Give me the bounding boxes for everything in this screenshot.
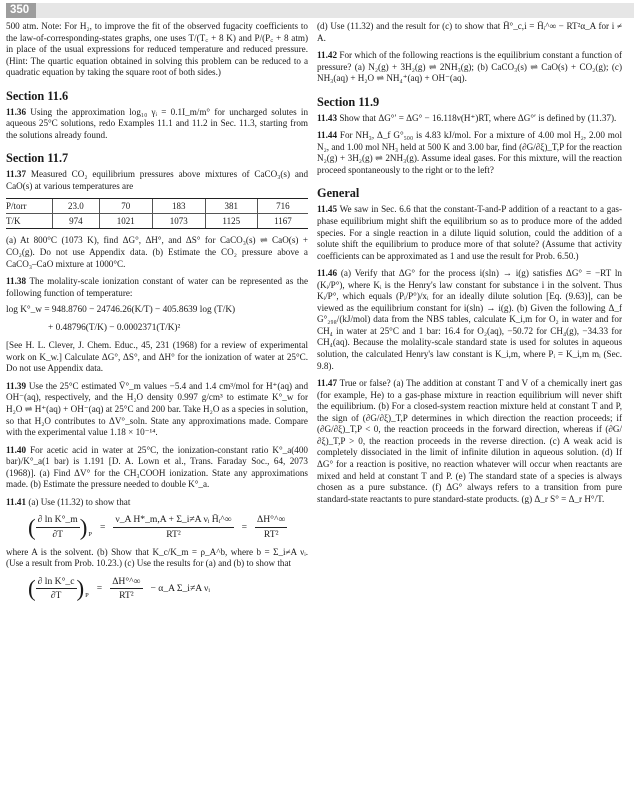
equation-dlnK-dT: ( $\frac{\text{∂ ln K°\_m}}{\partial T}$ ) P = $\frac{\text{ν\_A H*\_m,A + Σ\_i≠A νᵢ H̄ᵢ\textasciicircum{}∞}}{\text{RT²}}$ = $\frac{\Delta H^\circ\^{}\infty}{\text{RT²}}$: [28, 514, 286, 540]
table-cell: 1073: [152, 214, 205, 229]
problem-11-37-parts: (a) At 800°C (1073 K), find ΔG°, ΔH°, and ΔS° for CaCO₃(s) ⇌ CaO(s) + CO₂(g). Do not use Appendix data. (b) Estimate the CO₂ pressure above a CaCO₃–CaO mixture at 1000°C.: [6, 235, 308, 269]
problem-11-47: [317, 378, 622, 505]
header-bar: [36, 3, 634, 18]
table-cell: 1021: [99, 214, 152, 229]
problem-11-42: [317, 50, 622, 85]
problem-11-40: [6, 445, 308, 491]
problem-text: For which of the following reactions is the equilibrium constant a function of pressure? (a) N₂(g) + 3H₂(g) ⇌ 2NH₃(g); (b) CaCO₃(s) ⇌ CaO(s) + CO₂(g); (c) NH₃(aq) + H₂O ⇌ NH₄⁺(aq) + OH⁻(aq).: [317, 50, 622, 84]
problem-number: 11.41: [6, 496, 27, 507]
problem-text: Using the approximation log₁₀ γᵢ = 0.1I_m/m° for uncharged solutes in aqueous 25°C solutions, redo Examples 11.1 and 11.2 in Sec. 11.3, starting from the solutions already found.: [6, 106, 309, 140]
problem-text: For NH₃, Δ_f G°₅₀₀ is 4.83 kJ/mol. For a mixture of 4.00 mol H₂, 2.00 mol N₂, and 1.00 mol NH₃ held at 500 K and 3.00 bar, find (∂G/∂ξ)_T,P for the reaction N₂(g) + 3H₂(g) ⇌ 2NH₃(g). Assume ideal gases. For this mixture, will the reaction proceed spontaneously to the right or to the left?: [317, 130, 623, 175]
problem-11-37: [6, 169, 308, 192]
problem-number: 11.46: [317, 268, 338, 279]
table-row: [6, 199, 308, 214]
section-heading-11-9: Section 11.9: [317, 94, 380, 109]
problem-text: True or false? (a) The addition at constant T and V of a chemically inert gas (for example, He) to a gas-phase mixture in reaction equilibrium will never shift the equilibrium. (b) For a closed-system reaction mixture held at constant T and P, the sign of (∂G/∂ξ)_T,P determines in which direction the reaction proceeds; if (∂G/∂ξ)_T,P < 0, the reaction proceeds in the forward direction, whereas if (∂G/∂ξ)_T,P > 0, the reaction proceeds in the reverse direction. (c) A weak acid is completely dissociated in the limit of infinite dilution in aqueous solution. (d) If ΔG° for a reaction is positive, no reaction whatever will occur when reactants are mixed and held at constant T and P. (e) The standard state of a species is always chosen as a pure substance. (f) ΔG° always refers to a transition from pure standard-state reactants to pure standard-state products. (g) Δ_r S° = Δ_r H°/T.: [317, 378, 622, 504]
right-paren: ): [79, 514, 88, 540]
problem-number: 11.39: [6, 380, 27, 391]
fraction-lhs: $\frac{\text{∂ ln K°\_m}}{\partial T}$: [37, 514, 78, 540]
problem-11-36: [6, 107, 308, 142]
right-paren: ): [76, 576, 85, 602]
equation-dlnKc-dT: ( $\frac{\text{∂ ln K°\_c}}{\partial T}$ ) P = $\frac{\Delta H^\circ\^{}\infty}{\text{RT²}}$ − α_A Σ_i≠A νᵢ: [28, 575, 210, 602]
problem-11-45: [317, 204, 622, 262]
problem-text: Show that ΔG°′ = ΔG° − 16.118ν(H⁺)RT, where ΔG°′ is defined by (11.37).: [339, 112, 617, 123]
section-heading-11-7: Section 11.7: [6, 151, 69, 166]
problem-number: 11.47: [317, 378, 338, 389]
problem-11-41-d: (d) Use (11.32) and the result for (c) to show that H̄°_c,i = H̄ᵢ^∞ − RT²α_A for i ≠ A.: [317, 21, 622, 43]
equation-tail: − α_A Σ_i≠A νᵢ: [150, 582, 210, 594]
problem-text: For acetic acid in water at 25°C, the ionization-constant ratio K°_a(400 bar)/K°_a(1 bar) is 1.191 [D. A. Lown et al., Trans. Faraday Soc., 64, 2073 (1968)]. (a) Find ΔV° for the CH₃COOH ionization. State any approximations made. (b) Estimate the pressure needed to double K°_a.: [6, 444, 308, 490]
problem-text: (a) Verify that ΔG° for the process i(sln) → i(g) satisfies ΔG° = −RT ln (Kᵢ/P°), where Kᵢ is the Henry's law constant for substance i in the solvent. Thus Kᵢ/P°, which equals (Pᵢ/P°)/xᵢ for an ideally dilute solution [Eq. (9.63)], can be viewed as the equilibrium constant for i(sln) → i(g). (b) Given the following Δ_f G°₂₉₈/(kJ/mol) data from the NBS tables, calculate K_i,m for O₂ in water and for CH₄ in water at 25°C and 1 bar: 16.4 for O₂(aq), −50.72 for CH₄(g), −34.33 for CH₄(aq). Because the molality-scale standard state is used for solutes in aqueous solution, the calculated Henry's law constant is K_i,m, where Pᵢ = K_i,m mᵢ (Sec. 9.8).: [317, 268, 622, 371]
problem-11-38: [6, 276, 308, 299]
problem-number: 11.40: [6, 444, 27, 455]
problem-11-38-note: [See H. L. Clever, J. Chem. Educ., 45, 231 (1968) for a review of experimental work on K_w.] Calculate ΔG°, ΔS°, and ΔH° for the ionization of water at 25°C. Do not use Appendix data.: [6, 340, 308, 374]
page-number: 350: [6, 3, 36, 18]
problem-text: (a) Use (11.32) to show that: [28, 496, 131, 507]
right-column: [317, 21, 622, 511]
table-cell: 183: [152, 199, 205, 214]
problem-text: We saw in Sec. 6.6 that the constant-T-and-P addition of a reactant to a gas-phase equilibrium might shift the equilibrium so as to produce more of the added species. For a single reaction in a dilute liquid solution, could the addition of a solute shift the equilibrium to produce more of that solute? (Assume that activity coefficients can be approximated as 1 and use the result for Prob. 6.50.): [317, 204, 622, 261]
problem-11-41: [6, 497, 308, 509]
fraction-rhs: $\frac{\Delta H^\circ\^{}\infty}{\text{RT²}}$: [112, 575, 141, 602]
fraction-middle: $\frac{\text{ν\_A H*\_m,A + Σ\_i≠A νᵢ H̄ᵢ\textasciicircum{}∞}}{\text{RT²}}$: [115, 514, 232, 540]
intro-paragraph: 500 atm. Note: For H₂, to improve the fit of the observed fugacity coefficients to the law-of-corresponding-states graphs, one uses T/(T꜀ + 8 K) and P/(P꜀ + 8 atm) in place of the usual expressions for reduced temperature and reduced pressure. (Hint: The quartic equation obtained in solving this problem can be reduced to a quadratic equation by taking the square root of both sides.): [6, 21, 308, 78]
table-cell: 1125: [205, 214, 257, 229]
problem-number: 11.37: [6, 169, 27, 180]
section-heading-11-6: Section 11.6: [6, 88, 69, 103]
problem-11-44: [317, 130, 622, 176]
fraction-rhs: $\frac{\Delta H^\circ\^{}\infty}{\text{RT²}}$: [257, 514, 286, 540]
table-row: [6, 214, 308, 229]
problem-number: 11.43: [317, 112, 338, 123]
problem-11-39: [6, 381, 308, 439]
problem-number: 11.42: [317, 50, 338, 61]
problem-number: 11.44: [317, 130, 338, 141]
problem-11-46: [317, 268, 622, 372]
left-column: [6, 21, 308, 608]
problem-11-41-parts: where A is the solvent. (b) Show that K_c/K_m = ρ_A^b, where b = Σ_i≠A νᵢ. (Use a result from Prob. 10.23.) (c) Use the results for (a) and (b) to show that: [6, 546, 308, 569]
equation-kw-line1: log K°_w = 948.8760 − 24746.26(K/T) − 405.8639 log (T/K): [6, 305, 236, 316]
left-paren: (: [28, 514, 36, 540]
problem-11-43: [317, 113, 622, 125]
table-cell: 23.0: [53, 199, 100, 214]
table-cell: 1167: [257, 214, 308, 229]
left-paren: (: [28, 576, 36, 602]
problem-text: Use the 25°C estimated V̄°_m values −5.4 and 1.4 cm³/mol for H⁺(aq) and OH⁻(aq), respectively, and the H₂O density 0.997 g/cm³ to estimate K°_w for H₂O ⇌ H⁺(aq) + OH⁻(aq) at 25°C and 200 bar. Take H₂O as a species in solution, so that H₂O contributes to ΔV°_soln. State any approximations made. Compare with the experimental value 1.18 × 10⁻¹⁴.: [6, 380, 309, 438]
table-cell: 974: [53, 214, 100, 229]
pressure-temperature-table: [6, 198, 308, 229]
table-cell: 381: [205, 199, 257, 214]
fraction-lhs: $\frac{\text{∂ ln K°\_c}}{\partial T}$: [37, 575, 75, 602]
table-cell: 70: [99, 199, 152, 214]
problem-number: 11.38: [6, 276, 27, 287]
table-cell: 716: [257, 199, 308, 214]
problem-number: 11.45: [317, 204, 338, 215]
problem-text: Measured CO₂ equilibrium pressures above mixtures of CaCO₃(s) and CaO(s) at various temperatures are: [6, 169, 309, 191]
problem-number: 11.36: [6, 106, 27, 117]
section-heading-general: General: [317, 186, 360, 201]
problem-text: The molality-scale ionization constant of water can be represented as the following function of temperature:: [6, 276, 308, 298]
equation-kw-line2: + 0.48796(T/K) − 0.0002371(T/K)²: [48, 322, 181, 333]
row-label: P/torr: [6, 199, 53, 214]
row-label: T/K: [6, 214, 53, 229]
